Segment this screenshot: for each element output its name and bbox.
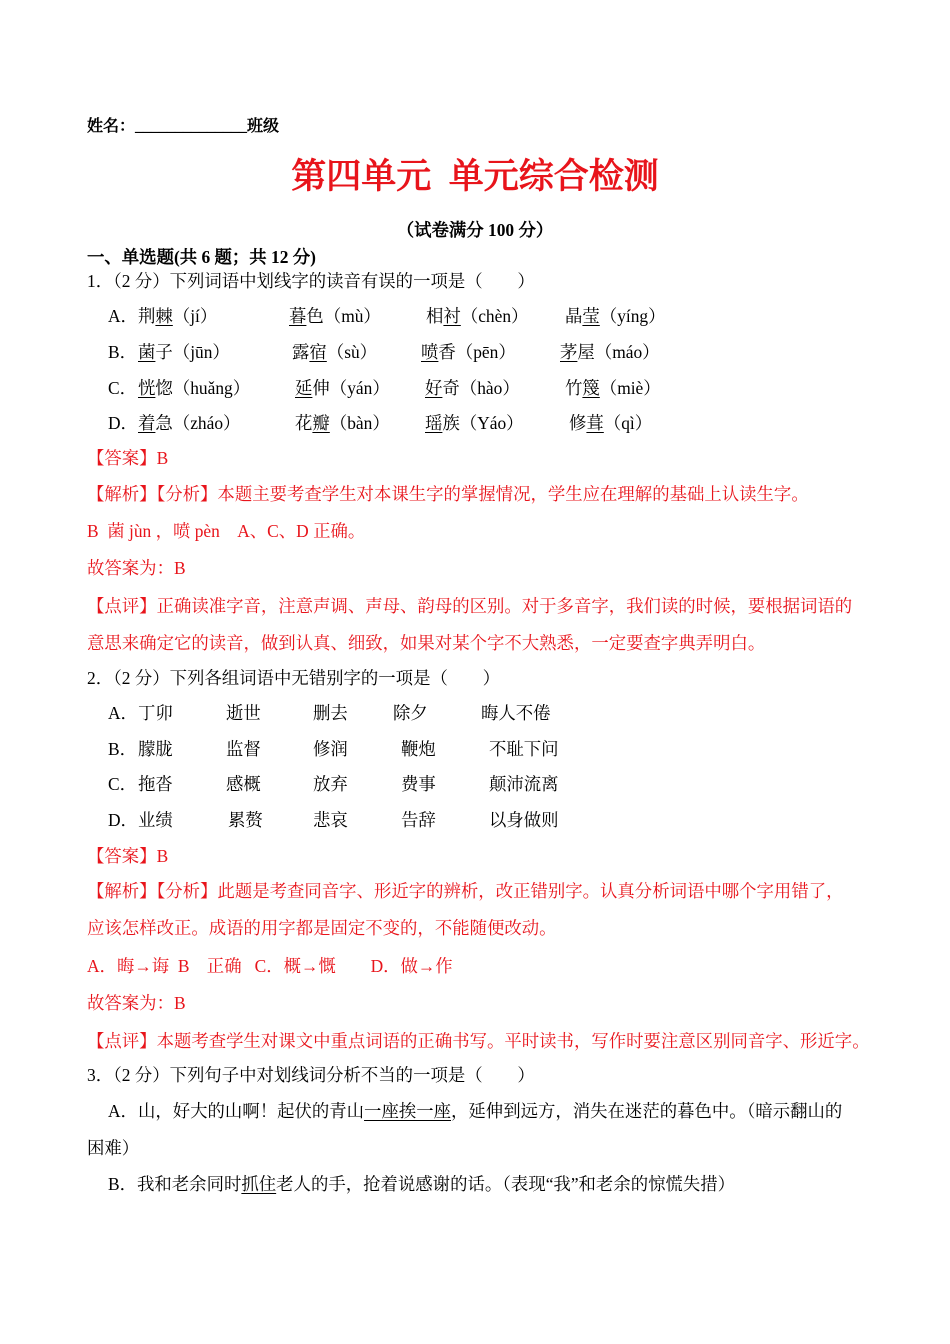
underlined-char: 喷 xyxy=(421,342,439,362)
option-word xyxy=(292,340,377,364)
option-word: 以身做则 xyxy=(489,810,559,830)
underlined-phrase: 抓住 xyxy=(241,1174,277,1194)
name-blank: ______________ xyxy=(135,118,248,135)
option-word xyxy=(138,411,240,435)
option-word: 告辞 xyxy=(401,810,436,830)
pinyin-reading: （bàn） xyxy=(329,413,390,433)
option-word: 不耻下问 xyxy=(489,739,559,759)
option-word xyxy=(295,376,390,400)
name-label: 姓名： xyxy=(87,118,136,135)
underlined-char: 宿 xyxy=(309,342,327,362)
option-word: 监督 xyxy=(226,739,261,759)
sentence-text: 山，好大的山啊！起伏的青山 xyxy=(137,1101,365,1121)
word-char: 伸 xyxy=(312,378,330,398)
option-word xyxy=(565,304,666,328)
option-label: C． xyxy=(108,774,137,794)
analysis-text: 【解析】【分析】此题是考查同音字、形近字的辨析，改正错别字。认真分析词语中哪个字用错了， xyxy=(87,881,844,901)
option-row-c xyxy=(0,772,950,796)
option-word: 感概 xyxy=(226,774,261,794)
option-word xyxy=(425,411,524,435)
word-char: 惚 xyxy=(155,378,173,398)
section-heading: 一、单选题(共 6 题；共 12 分) xyxy=(87,247,316,267)
word-char: 花 xyxy=(295,413,313,433)
underlined-phrase: 一座挨一座 xyxy=(364,1101,452,1121)
pinyin-reading: （mù） xyxy=(323,306,381,326)
pinyin-reading: （yíng） xyxy=(599,306,666,326)
option-row-a xyxy=(0,701,950,725)
option-a xyxy=(108,1099,842,1123)
word-char: 子 xyxy=(155,342,173,362)
underlined-char: 恍 xyxy=(138,378,156,398)
option-label: D． xyxy=(108,810,138,830)
option-label: B． xyxy=(108,1174,137,1194)
option-label: B． xyxy=(108,739,137,759)
comment-text: 【点评】本题考查学生对课文中重点词语的正确书写。平时读书，写作时要注意区别同音字、形近字。 xyxy=(87,1031,870,1051)
option-word: 拖沓 xyxy=(138,774,173,794)
analysis-text: A．晦→诲 B 正确 C．概→慨 D．做→作 xyxy=(87,956,453,976)
underlined-char: 葺 xyxy=(586,413,604,433)
pinyin-reading: （huǎng） xyxy=(172,378,251,398)
underlined-char: 茅 xyxy=(560,342,578,362)
underlined-char: 延 xyxy=(295,378,313,398)
option-word xyxy=(421,340,516,364)
option-label: A． xyxy=(108,1101,138,1121)
question-stem: 1．（2 分）下列词语中划线字的读音有误的一项是（ ） xyxy=(87,271,535,291)
option-word xyxy=(425,376,520,400)
pinyin-reading: （Yáo） xyxy=(459,413,524,433)
pinyin-reading: （sù） xyxy=(326,342,378,362)
pinyin-reading: （chèn） xyxy=(460,306,529,326)
pinyin-reading: （yán） xyxy=(329,378,390,398)
word-char: 相 xyxy=(426,306,444,326)
sentence-text: 我和老余同时 xyxy=(137,1174,242,1194)
student-info-line xyxy=(87,115,279,139)
word-char: 修 xyxy=(569,413,587,433)
word-char: 露 xyxy=(292,342,310,362)
option-row-c xyxy=(0,376,950,400)
option-word: 鞭炮 xyxy=(401,739,436,759)
option-word: 放弃 xyxy=(313,774,348,794)
option-word xyxy=(138,304,217,328)
underlined-char: 棘 xyxy=(155,306,173,326)
word-char: 奇 xyxy=(442,378,460,398)
option-word xyxy=(560,340,660,364)
sentence-text: 老人的手，抢着说感谢的话。（表现“我”和老余的惊慌失措） xyxy=(276,1174,736,1194)
word-char: 屋 xyxy=(577,342,595,362)
answer-conclusion: 故答案为：B xyxy=(87,993,186,1013)
option-word xyxy=(565,376,661,400)
pinyin-reading: （miè） xyxy=(599,378,661,398)
option-word: 悲哀 xyxy=(313,810,348,830)
pinyin-reading: （hào） xyxy=(459,378,520,398)
option-label: B． xyxy=(108,342,137,362)
pinyin-reading: （jūn） xyxy=(172,342,230,362)
option-label: D． xyxy=(108,413,138,433)
answer-line: 【答案】B xyxy=(87,846,169,866)
sentence-text: ，延伸到远方，消失在迷茫的暮色中。（暗示翻山的 xyxy=(451,1101,843,1121)
underlined-char: 好 xyxy=(425,378,443,398)
option-b xyxy=(108,1172,735,1196)
pinyin-reading: （qì） xyxy=(603,413,653,433)
answer-conclusion: 故答案为：B xyxy=(87,558,186,578)
option-label: C． xyxy=(108,378,137,398)
pinyin-reading: （zháo） xyxy=(172,413,241,433)
option-row-b xyxy=(0,737,950,761)
analysis-text: B 菌 jùn ，喷 pèn A、C、D 正确。 xyxy=(87,521,366,541)
option-word: 修润 xyxy=(313,739,348,759)
underlined-char: 暮 xyxy=(289,306,307,326)
option-a-continued: 困难） xyxy=(87,1138,140,1158)
exam-title: 第四单元 单元综合检测 xyxy=(291,157,659,196)
option-word: 丁卯 xyxy=(138,703,173,723)
pinyin-reading: （jí） xyxy=(172,306,218,326)
class-label: 班级 xyxy=(247,118,280,135)
option-label: A． xyxy=(108,703,138,723)
word-char: 竹 xyxy=(565,378,583,398)
option-word: 删去 xyxy=(313,703,348,723)
underlined-char: 着 xyxy=(138,413,156,433)
word-char: 族 xyxy=(442,413,460,433)
word-char: 晶 xyxy=(565,306,583,326)
underlined-char: 衬 xyxy=(443,306,461,326)
option-word: 逝世 xyxy=(226,703,261,723)
option-word: 累赘 xyxy=(228,810,263,830)
option-word xyxy=(138,376,250,400)
option-word xyxy=(289,304,381,328)
comment-text: 意思来确定它的读音，做到认真、细致，如果对某个字不大熟悉，一定要查字典弄明白。 xyxy=(87,633,766,653)
option-word xyxy=(295,411,390,435)
comment-text: 【点评】正确读准字音，注意声调、声母、韵母的区别。对于多音字，我们读的时候，要根据词语的 xyxy=(87,596,853,616)
option-row-b xyxy=(0,340,950,364)
answer-line: 【答案】B xyxy=(87,448,169,468)
option-row-d xyxy=(0,411,950,435)
underlined-char: 篾 xyxy=(582,378,600,398)
word-char: 荆 xyxy=(138,306,156,326)
option-word: 除夕 xyxy=(393,703,428,723)
option-word: 晦人不倦 xyxy=(481,703,551,723)
option-word: 颠沛流离 xyxy=(489,774,559,794)
option-row-a xyxy=(0,304,950,328)
option-row-d xyxy=(0,808,950,832)
option-word xyxy=(569,411,652,435)
pinyin-reading: （máo） xyxy=(594,342,660,362)
analysis-text: 【解析】【分析】本题主要考查学生对本课生字的掌握情况，学生应在理解的基础上认读生字。 xyxy=(87,484,809,504)
option-word xyxy=(138,340,230,364)
underlined-char: 菌 xyxy=(138,342,156,362)
score-note: （试卷满分 100 分） xyxy=(396,220,554,240)
option-word: 业绩 xyxy=(138,810,173,830)
option-label: A． xyxy=(108,306,138,326)
word-char: 色 xyxy=(306,306,324,326)
question-stem: 3．（2 分）下列句子中对划线词分析不当的一项是（ ） xyxy=(87,1065,535,1085)
underlined-char: 瓣 xyxy=(312,413,330,433)
word-char: 香 xyxy=(438,342,456,362)
underlined-char: 莹 xyxy=(582,306,600,326)
option-word: 费事 xyxy=(401,774,436,794)
option-word: 朦胧 xyxy=(138,739,173,759)
option-word xyxy=(426,304,528,328)
underlined-char: 瑶 xyxy=(425,413,443,433)
pinyin-reading: （pēn） xyxy=(455,342,516,362)
question-stem: 2．（2 分）下列各组词语中无错别字的一项是（ ） xyxy=(87,668,501,688)
analysis-text: 应该怎样改正。成语的用字都是固定不变的，不能随便改动。 xyxy=(87,918,557,938)
word-char: 急 xyxy=(155,413,173,433)
